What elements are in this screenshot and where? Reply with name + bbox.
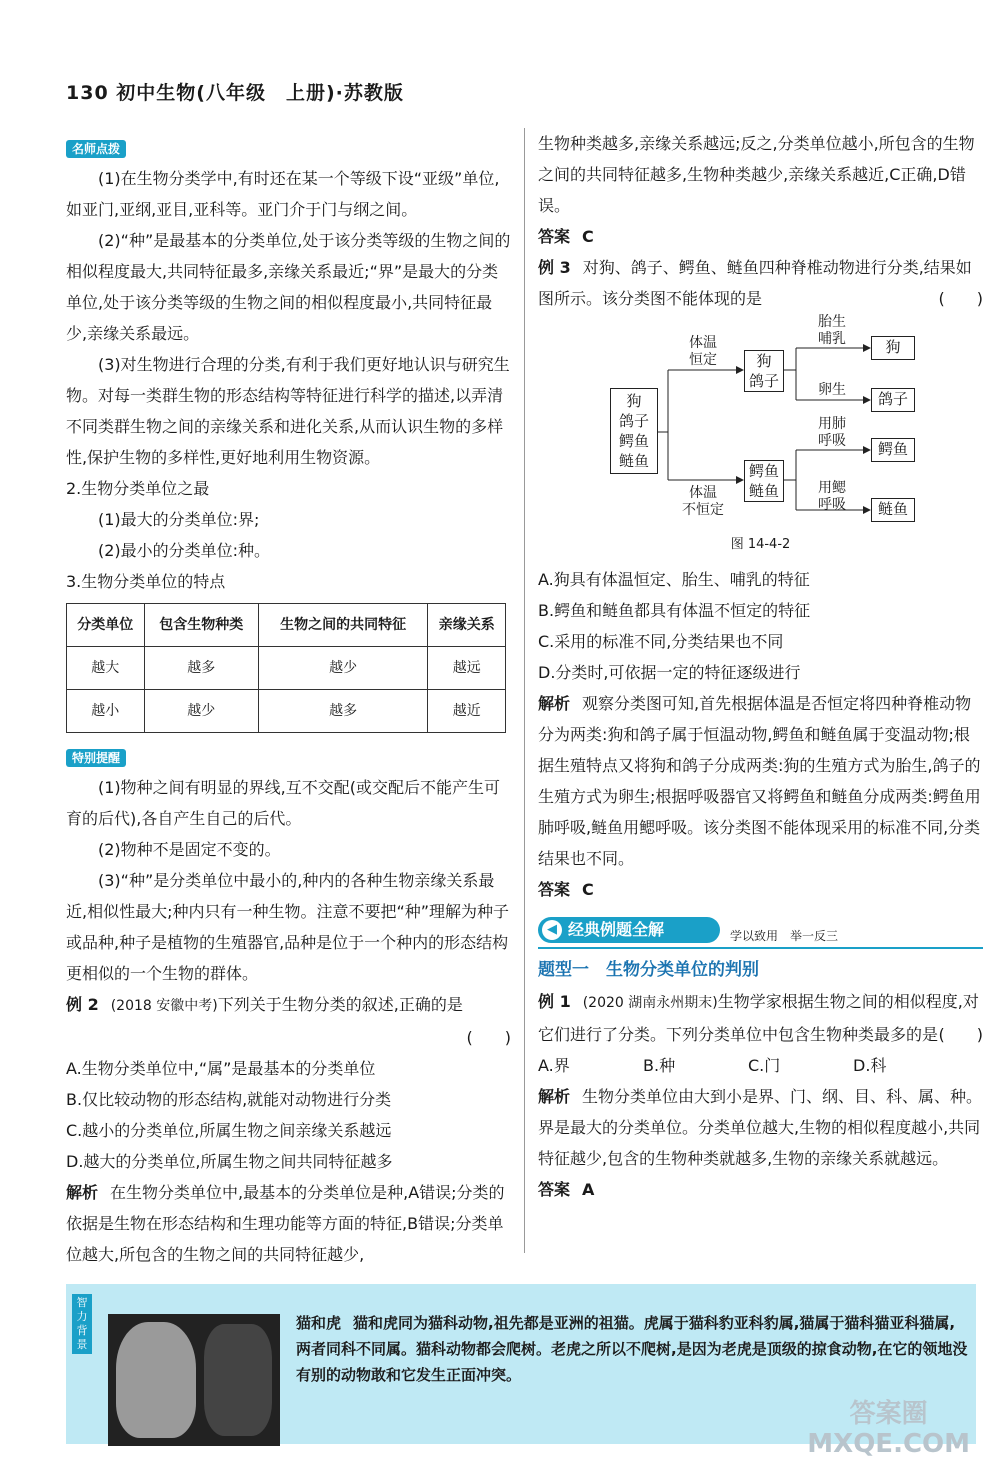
example-1-option: D.科 (853, 1056, 887, 1075)
tip-paragraph-3: (3)对生物进行合理的分类,有利于我们更好地认识与研究生物。对每一类群生物的形态结构等特征进行科学的描述,以弄清不同类群生物之间的亲缘关系和进化关系,从而认识生物的多样性,保护生物的多样性,更好地利用生物资源。 (66, 355, 510, 467)
reminder-3: (3)“种”是分类单位中最小的,种内的各种生物亲缘关系最近,相似性最大;种内只有一种生物。注意不要把“种”理解为种子或品种,种子是植物的生殖器官,品种是位于一个种内的形态结构更相似的一个生物的群体。 (66, 871, 510, 983)
cat-tiger-photo (108, 1314, 280, 1446)
example-1-option: A.界 (538, 1056, 570, 1075)
example-2-source: (2018 安徽中考) (110, 998, 218, 1014)
megaphone-icon: ◀ (542, 920, 562, 940)
example-2-label: 例 2 (66, 995, 99, 1014)
watermark (807, 1399, 970, 1459)
example-3-option-a: A.狗具有体温恒定、胎生、哺乳的特征 (538, 570, 810, 589)
question-type-heading: 题型一 生物分类单位的判别 (538, 960, 759, 980)
diagram-label-cold: 体温 不恒定 (682, 485, 724, 518)
example-3-question (538, 252, 983, 314)
answer-label: 答案 (538, 880, 571, 899)
analysis-label: 解析 (538, 1087, 571, 1106)
table-cell: 越少 (258, 647, 428, 690)
example-2-option-c: C.越小的分类单位,所属生物之间亲缘关系越远 (66, 1121, 392, 1140)
diagram-leaf-pigeon: 鸽子 (871, 388, 915, 412)
table-cell: 越多 (258, 690, 428, 733)
page-number: 130 (66, 82, 109, 104)
table-cell: 越小 (67, 690, 145, 733)
watermark-line-2: MXQE.COM (807, 1429, 970, 1459)
table-cell: 越多 (144, 647, 258, 690)
section-2-item-b: (2)最小的分类单位:种。 (98, 541, 271, 560)
table-header: 分类单位 (67, 604, 145, 647)
answer-value: C (582, 880, 594, 899)
example-2-paren: ( ) (466, 1028, 511, 1047)
classification-table (66, 603, 506, 733)
example-1-option: C.门 (748, 1056, 781, 1075)
example-1-option: B.种 (643, 1056, 676, 1075)
background-title: 猫和虎 (296, 1314, 342, 1332)
example-2-text: 下列关于生物分类的叙述,正确的是 (217, 995, 463, 1014)
section-2-heading: 2.生物分类单位之最 (66, 479, 210, 498)
classification-diagram (538, 314, 983, 525)
left-column (66, 132, 511, 1270)
analysis-text: 在生物分类单位中,最基本的分类单位是种,A错误;分类的依据是生物在形态结构和生理功能等方面的特征,B错误;分类单位越大,所包含的生物之间的共同特征越少, (66, 1183, 505, 1264)
answer-value: A (582, 1180, 595, 1199)
example-1-options (538, 1050, 983, 1081)
diagram-leaf-silver-carp: 鲢鱼 (871, 498, 915, 522)
example-3-paren: ( ) (938, 289, 983, 308)
cat-image (116, 1322, 196, 1438)
example-3-option-d: D.分类时,可依据一定的特征逐级进行 (538, 663, 801, 682)
analysis-label: 解析 (66, 1183, 99, 1202)
teacher-tip-tag: 名师点拨 (66, 140, 126, 158)
diagram-label-oviparous: 卵生 (818, 382, 846, 398)
table-row (67, 690, 506, 733)
table-header: 包含生物种类 (144, 604, 258, 647)
analysis-text: 生物分类单位由大到小是界、门、纲、目、科、属、种。界是最大的分类单位。分类单位越大,生物的相似程度越小,共同特征越少,包含的生物种类就越多,生物的亲缘关系就越远。 (538, 1087, 983, 1168)
example-1-label: 例 1 (538, 992, 571, 1011)
diagram-label-lungs: 用肺 呼吸 (818, 416, 846, 449)
section-2-item-a: (1)最大的分类单位:界; (98, 510, 260, 529)
example-2-option-d: D.越大的分类单位,所属生物之间共同特征越多 (66, 1152, 393, 1171)
example-1-analysis (538, 1081, 983, 1174)
example-2-question (66, 989, 511, 1022)
example-3-label: 例 3 (538, 258, 571, 277)
tip-paragraph-1: (1)在生物分类学中,有时还在某一个等级下设“亚级”单位,如亚门,亚纲,亚目,亚科等。亚门介于门与纲之间。 (66, 169, 500, 219)
analysis-text: 观察分类图可知,首先根据体温是否恒定将四种脊椎动物分为两类:狗和鸽子属于恒温动物,鳄鱼和鲢鱼属于变温动物;根据生殖特点又将狗和鸽子分成两类:狗的生殖方式为胎生,鸽子的生殖方式为卵生;根据呼吸器官又将鳄鱼和鲢鱼分成两类:鳄鱼用肺呼吸,鲢鱼用鳃呼吸。该分类图不能体现采用的标准不同,分类结果也不同。 (538, 694, 981, 868)
diagram-label-viviparous: 胎生 哺乳 (818, 314, 846, 347)
background-tag: 智力背景 (72, 1294, 92, 1354)
diagram-label-warm: 体温 恒定 (689, 335, 717, 368)
reminder-2: (2)物种不是固定不变的。 (98, 840, 281, 859)
example-1-question (538, 986, 983, 1050)
answer-line (538, 1174, 983, 1205)
special-reminder-tag: 特别提醒 (66, 749, 126, 767)
diagram-leaf-dog: 狗 (871, 336, 915, 360)
example-1-source: (2020 湖南永州期末) (582, 995, 718, 1011)
background-body: 猫和虎同为猫科动物,祖先都是亚洲的祖猫。虎属于猫科豹亚科豹属,猫属于猫科猫亚科猫属,两者同科不同属。猫科动物都会爬树。老虎之所以不爬树,是因为老虎是顶级的掠食动物,在它的领地没有别的动物敢和它发生正面冲突。 (296, 1314, 968, 1384)
table-cell: 越少 (144, 690, 258, 733)
section-banner (538, 911, 983, 951)
example-3-text: 对狗、鸽子、鳄鱼、鲢鱼四种脊椎动物进行分类,结果如图所示。该分类图不能体现的是 (538, 258, 972, 308)
background-text (296, 1310, 968, 1388)
reminder-1: (1)物种之间有明显的界线,互不交配(或交配后不能产生可育的后代),各自产生自己的后代。 (66, 778, 500, 828)
tip-paragraph-2: (2)“种”是最基本的分类单位,处于该分类等级的生物之间的相似程度最大,共同特征最多,亲缘关系最近;“界”是最大的分类单位,处于该分类等级的生物之间的相似程度最小,共同特征最少,亲缘关系最远。 (66, 231, 511, 343)
watermark-line-1: 答案圈 (849, 1399, 928, 1429)
example-1-text: 生物学家根据生物之间的相似程度,对它们进行了分类。下列分类单位中包含生物种类最多的是 (538, 992, 979, 1044)
page-header (66, 78, 404, 105)
table-cell: 越近 (428, 690, 506, 733)
diagram-box-fish: 鳄鱼 鲢鱼 (744, 460, 784, 502)
answer-label: 答案 (538, 227, 571, 246)
banner-rule (538, 947, 983, 949)
answer-line (538, 874, 983, 905)
example-3-option-c: C.采用的标准不同,分类结果也不同 (538, 632, 784, 651)
example-2-option-b: B.仅比较动物的形态结构,就能对动物进行分类 (66, 1090, 392, 1109)
table-header: 亲缘关系 (428, 604, 506, 647)
example-3-analysis (538, 688, 983, 874)
example-2-option-a: A.生物分类单位中,“属”是最基本的分类单位 (66, 1059, 376, 1078)
answer-label: 答案 (538, 1180, 571, 1199)
analysis-continued: 生物种类越多,亲缘关系越远;反之,分类单位越小,所包含的生物之间的共同特征越多,生物种类越少,亲缘关系越近,C正确,D错误。 (538, 134, 975, 215)
example-2-analysis (66, 1177, 511, 1270)
table-header: 生物之间的共同特征 (258, 604, 428, 647)
answer-value: C (582, 227, 594, 246)
section-3-heading: 3.生物分类单位的特点 (66, 572, 226, 591)
diagram-label-gills: 用鳃 呼吸 (818, 480, 846, 513)
table-cell: 越大 (67, 647, 145, 690)
figure-caption: 图 14-4-2 (730, 537, 791, 552)
banner-title: 经典例题全解 (538, 917, 720, 943)
book-title: 初中生物(八年级 上册)·苏教版 (116, 82, 404, 104)
diagram-leaf-crocodile: 鳄鱼 (871, 438, 915, 462)
column-divider (524, 128, 525, 1253)
tiger-image (204, 1324, 272, 1436)
table-row (67, 647, 506, 690)
answer-line (538, 221, 983, 252)
table-cell: 越远 (428, 647, 506, 690)
diagram-root-box: 狗 鸽子 鳄鱼 鲢鱼 (610, 388, 658, 474)
example-3-option-b: B.鳄鱼和鲢鱼都具有体温不恒定的特征 (538, 601, 811, 620)
right-column (538, 128, 983, 1205)
example-1-paren: ( ) (938, 1025, 983, 1044)
diagram-box-dog-pigeon: 狗 鸽子 (744, 350, 784, 392)
analysis-label: 解析 (538, 694, 571, 713)
banner-subtitle: 学以致用 举一反三 (730, 929, 839, 943)
